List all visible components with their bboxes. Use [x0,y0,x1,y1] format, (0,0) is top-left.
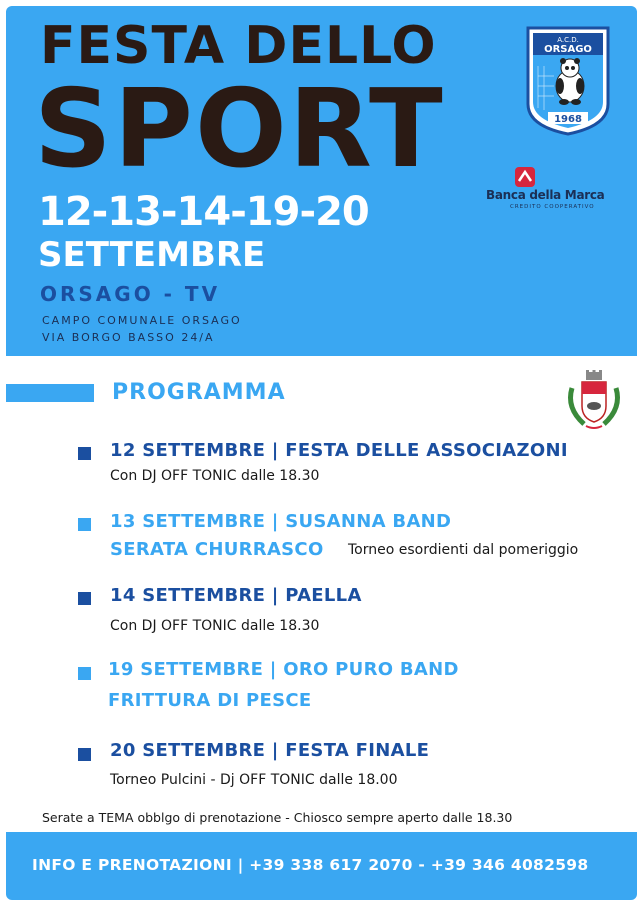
event-3-title: 14 SETTEMBRE | PAELLA [110,585,362,606]
event-month: SETTEMBRE [38,235,266,275]
event-bullet [78,447,91,460]
title-line-1: FESTA DELLO [40,16,437,76]
booking-note: Serate a TEMA obblgo di prenotazione - Chiosco sempre aperto dalle 18.30 [42,810,513,825]
programma-heading: PROGRAMMA [112,380,286,405]
event-dates: 12-13-14-19-20 [38,189,369,235]
event-bullet [78,667,91,680]
title-line-2: SPORT [34,67,445,192]
event-5-subtitle: Torneo Pulcini - Dj OFF TONIC dalle 18.00 [110,772,398,788]
sponsor-subtitle: CREDITO COOPERATIVO [510,204,595,210]
event-2-title-2: SERATA CHURRASCO [110,539,324,560]
sponsor-logo [486,166,612,216]
poster [6,6,637,900]
poster-header [6,6,637,356]
event-2-title: 13 SETTEMBRE | SUSANNA BAND [110,511,452,532]
event-bullet [78,592,91,605]
badge-year-text: 1968 [554,114,582,125]
event-2-subtitle: Torneo esordienti dal pomeriggio [348,542,579,558]
event-3-subtitle: Con DJ OFF TONIC dalle 18.30 [110,618,320,634]
event-4-title: 19 SETTEMBRE | ORO PURO BAND [108,659,459,680]
info-footer [6,832,637,900]
municipal-crest-icon [562,368,626,432]
event-5-title: 20 SETTEMBRE | FESTA FINALE [110,740,430,761]
venue-line-2: VIA BORGO BASSO 24/A [42,331,215,344]
event-venue [42,312,242,346]
event-1-subtitle: Con DJ OFF TONIC dalle 18.30 [110,468,320,484]
badge-name-text: ORSAGO [544,44,592,55]
event-bullet [78,518,91,531]
event-bullet [78,748,91,761]
venue-line-1: CAMPO COMUNALE ORSAGO [42,314,242,327]
event-4-title-2: FRITTURA DI PESCE [108,690,312,711]
event-place: ORSAGO - TV [40,282,221,306]
bank-logo-icon [514,166,536,188]
sponsor-name: Banca della Marca [486,188,605,202]
club-badge-logo [526,26,610,136]
badge-top-text: A.C.D. [557,36,579,44]
info-contacts: INFO E PRENOTAZIONI | +39 338 617 2070 - +39 346 4082598 [32,856,589,874]
event-1-title: 12 SETTEMBRE | FESTA DELLE ASSOCIAZONI [110,440,568,461]
programma-accent-bar [6,384,94,402]
